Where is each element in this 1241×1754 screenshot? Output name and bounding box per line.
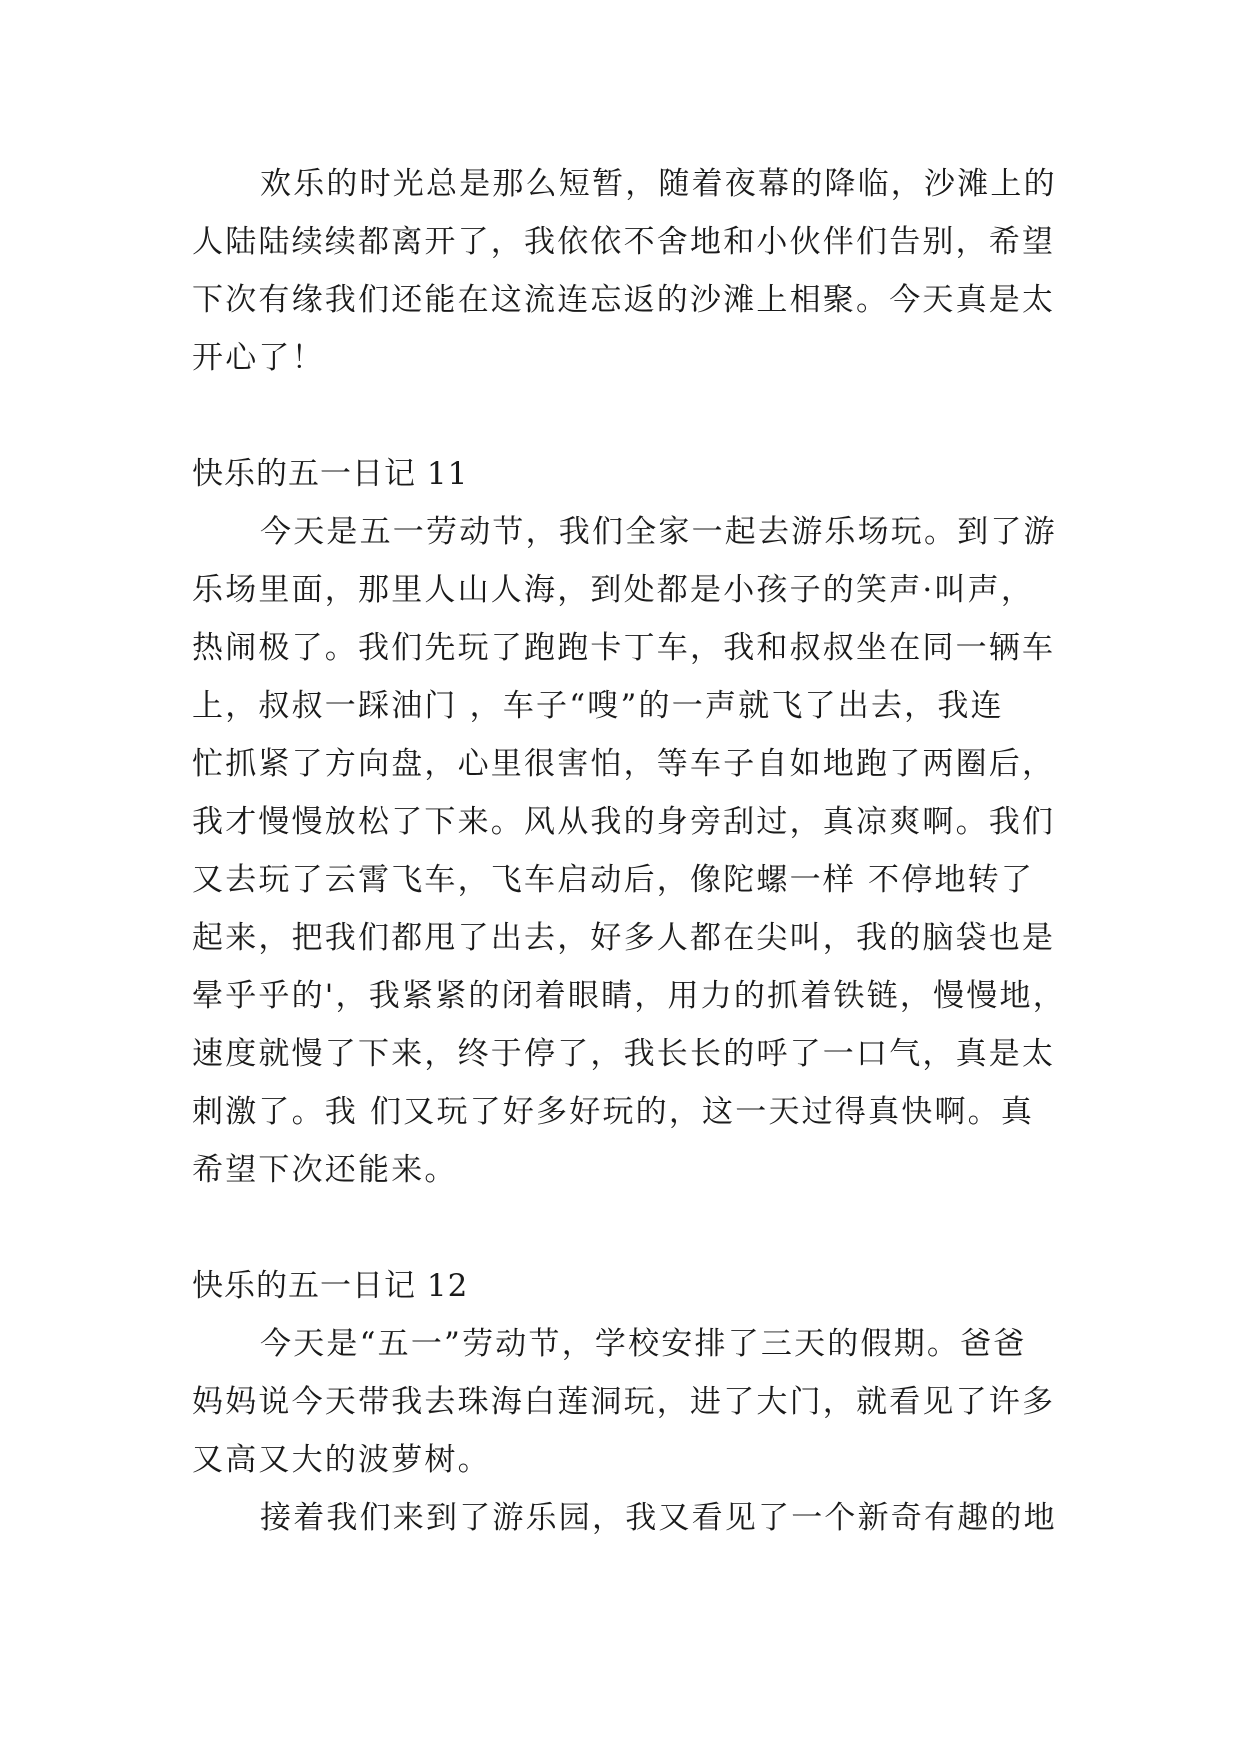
- text-line: 又高又大的波萝树。: [192, 1442, 491, 1478]
- section-heading-11: 快乐的五一日记 11: [192, 456, 469, 492]
- text-line: 人陆陆续续都离开了，我依依不舍地和小伙伴们告别，希望: [192, 224, 1056, 260]
- text-line: 妈妈说今天带我去珠海白莲洞玩，进了大门，就看见了许多: [192, 1384, 1056, 1420]
- text-line: 接着我们来到了游乐园，我又看见了一个新奇有趣的地: [260, 1500, 1057, 1536]
- text-line: 热闹极了。我们先玩了跑跑卡丁车，我和叔叔坐在同一辆车: [192, 630, 1056, 666]
- section-gap: [192, 387, 1052, 445]
- section-gap: [192, 1199, 1052, 1257]
- text-line: 刺激了。我 们又玩了好多好玩的，这一天过得真快啊。真: [192, 1094, 1035, 1130]
- text-line: 今天是“五一”劳动节，学校安排了三天的假期。爸爸: [260, 1326, 1027, 1362]
- text-line: 又去玩了云霄飞车，飞车启动后，像陀螺一样 不停地转了: [192, 862, 1035, 898]
- text-line: 希望下次还能来。: [192, 1152, 458, 1188]
- text-line: 晕乎乎的'，我紧紧的闭着眼睛，用力的抓着铁链，慢慢地，: [192, 978, 1066, 1014]
- document-page: [192, 155, 1066, 1547]
- paragraph-diary-12: [192, 1315, 1056, 1489]
- text-line: 上，叔叔一踩油门 ，车子“嗖”的一声就飞了出去，我连: [192, 688, 1004, 724]
- paragraph-diary-12-continued: [192, 1489, 1057, 1547]
- text-line: 速度就慢了下来，终于停了，我长长的呼了一口气，真是太: [192, 1036, 1056, 1072]
- text-line: 起来，把我们都甩了出去，好多人都在尖叫，我的脑袋也是: [192, 920, 1056, 956]
- text-line: 我才慢慢放松了下来。风从我的身旁刮过，真凉爽啊。我们: [192, 804, 1056, 840]
- paragraph-diary-11: [192, 503, 1066, 1199]
- paragraph-closing-10: [192, 155, 1057, 387]
- text-line: 今天是五一劳动节，我们全家一起去游乐场玩。到了游: [260, 514, 1057, 550]
- text-line: 下次有缘我们还能在这流连忘返的沙滩上相聚。今天真是太: [192, 282, 1056, 318]
- text-line: 忙抓紧了方向盘，心里很害怕，等车子自如地跑了两圈后，: [192, 746, 1056, 782]
- text-line: 欢乐的时光总是那么短暂，随着夜幕的降临，沙滩上的: [260, 166, 1057, 202]
- text-line: 开心了！: [192, 340, 325, 376]
- text-line: 乐场里面，那里人山人海，到处都是小孩子的笑声·叫声，: [192, 572, 1035, 608]
- section-heading-12: 快乐的五一日记 12: [192, 1268, 469, 1304]
